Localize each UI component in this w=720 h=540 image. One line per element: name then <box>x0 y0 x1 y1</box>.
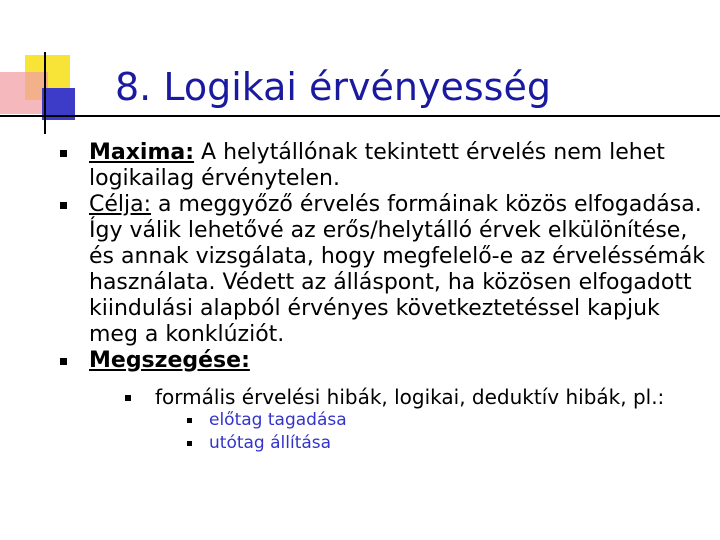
decor-horizontal-line <box>0 115 720 117</box>
bullet-item-maxima <box>57 140 707 192</box>
sub-sub-bullet-text: utótag állítása <box>209 433 332 453</box>
bullet-term: Megszegése: <box>89 348 250 373</box>
decor-pink-square <box>0 72 48 114</box>
square-bullet-icon <box>125 395 131 401</box>
square-bullet-icon <box>60 150 67 157</box>
bullet-item-celja <box>57 192 707 348</box>
sub-sub-bullet-item <box>187 409 707 432</box>
sub-sub-bullet-item <box>187 432 707 455</box>
square-bullet-icon <box>60 202 67 209</box>
bullet-term: Maxima: <box>89 140 195 165</box>
square-bullet-icon <box>60 358 67 365</box>
square-bullet-icon <box>187 418 192 423</box>
bullet-item-megszegese <box>57 348 707 374</box>
bullet-text: a meggyőző érvelés formáinak közös elfogadása. Így válik lehetővé az erős/helytálló érvek elkülönítése, és annak vizsgálata, hogy megfelelő-e az érveléssémák használata. Védett az álláspont, ha közösen elfogadott kiindulási alapból érvényes következtetéssel kapjuk meg a konklúziót. <box>89 192 706 347</box>
bullet-term: Célja: <box>89 192 152 217</box>
decor-vertical-line <box>44 52 46 134</box>
slide-content <box>57 140 707 455</box>
sub-bullet-text: formális érvelési hibák, logikai, deduktív hibák, pl.: <box>155 385 665 409</box>
slide-title: 8. Logikai érvényesség <box>115 65 551 109</box>
sub-sub-bullet-text: előtag tagadása <box>209 410 347 430</box>
square-bullet-icon <box>187 441 192 446</box>
bullet-text: A helytállónak tekintett érvelés nem lehet logikailag érvénytelen. <box>89 140 665 191</box>
sub-bullet-item <box>123 385 707 409</box>
